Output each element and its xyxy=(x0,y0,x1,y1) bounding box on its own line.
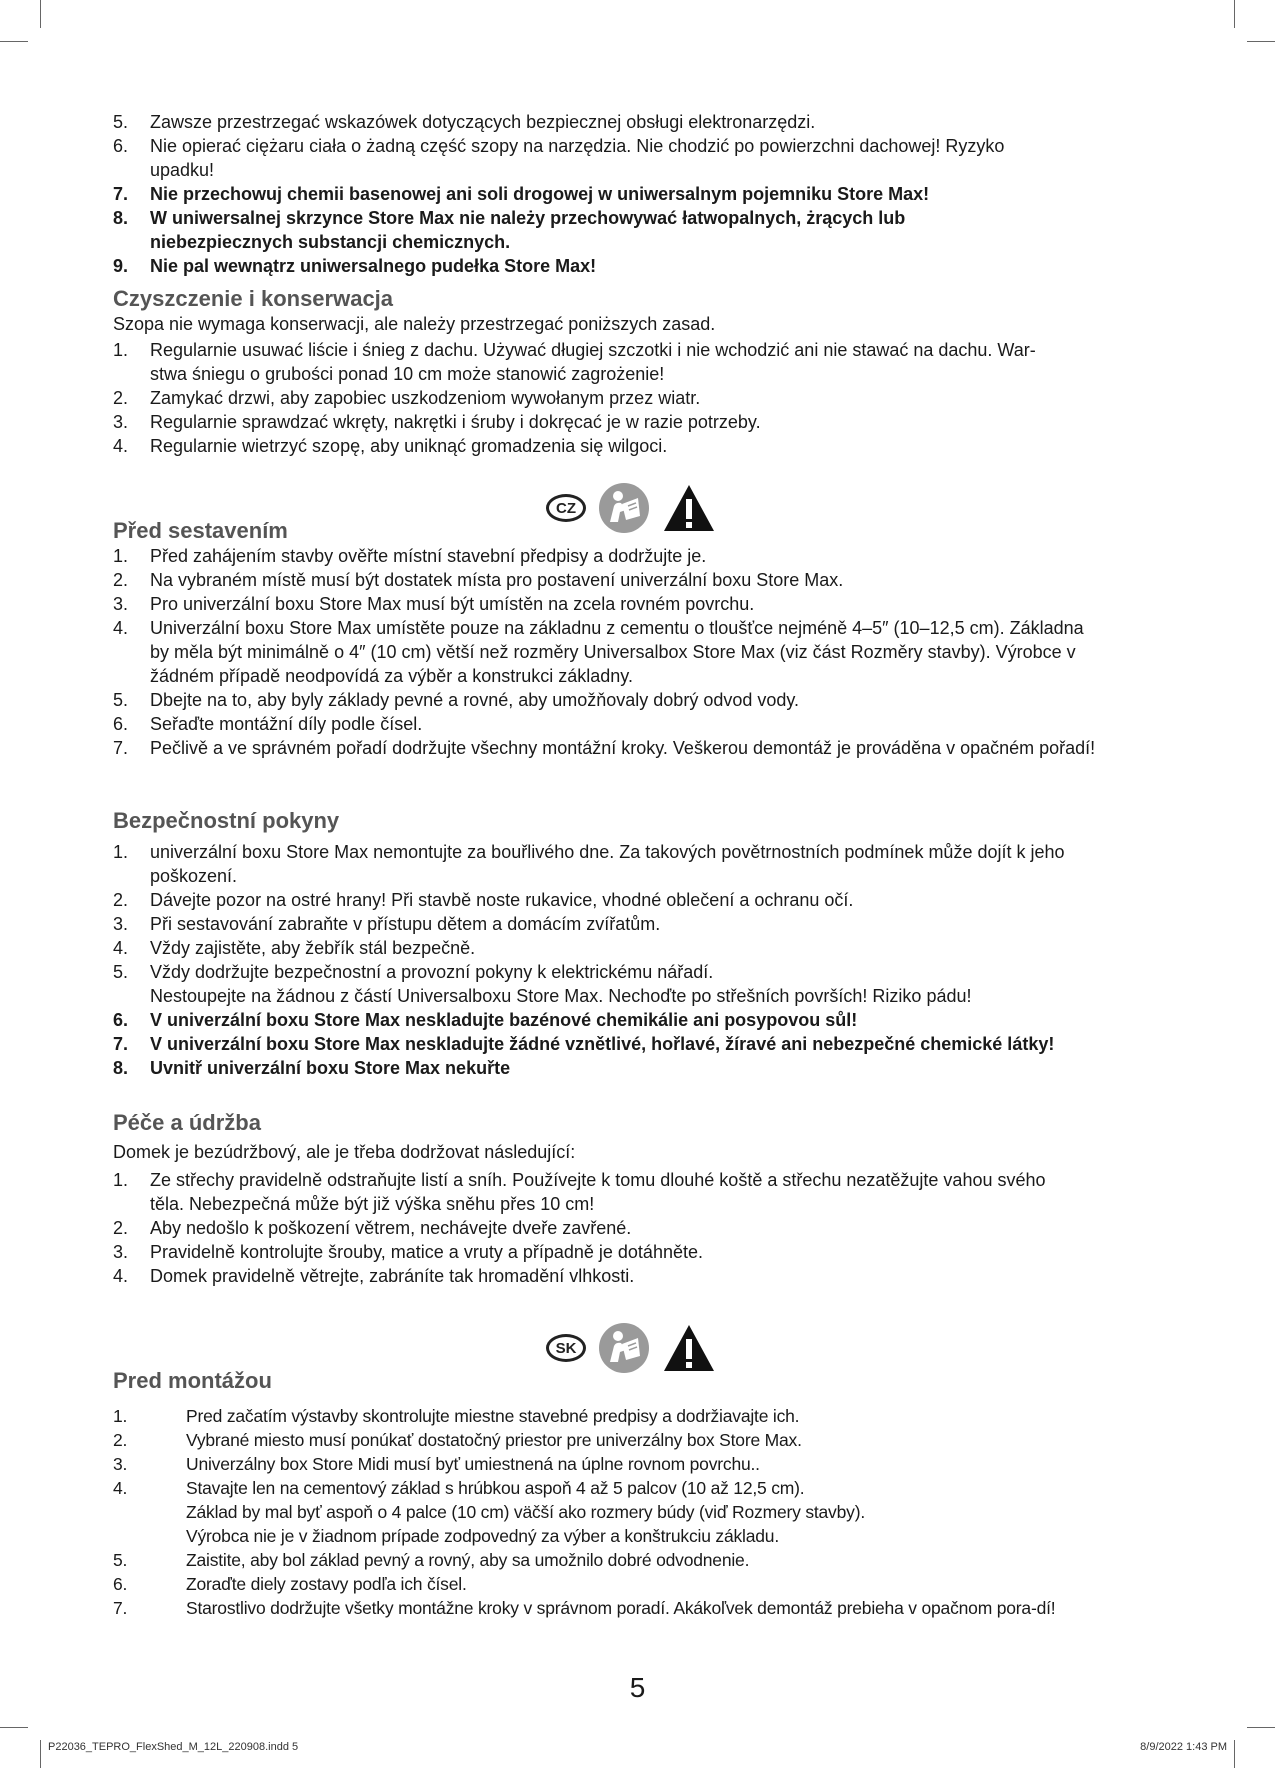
item-number: 2. xyxy=(113,388,129,408)
list-item xyxy=(113,1500,1173,1524)
cz-assembly-list xyxy=(113,544,1173,760)
pl-safety-list xyxy=(113,110,1173,278)
crop-mark xyxy=(1247,1727,1275,1728)
item-text: Při sestavování zabraňte v přístupu dětem a domácím zvířatům. xyxy=(150,914,661,934)
item-text: Uvnitř univerzální boxu Store Max nekuřte xyxy=(150,1058,511,1078)
item-text: Univerzální boxu Store Max umístěte pouze na základnu z cementu o tloušťce nejméně 4–5″ (10–12,5 cm). Základna xyxy=(150,618,1084,638)
item-text: Zoraďte diely zostavy podľa ich čísel. xyxy=(186,1574,467,1594)
list-item xyxy=(113,1452,1173,1476)
item-text: Nestoupejte na žádnou z částí Universalboxu Store Max. Nechoďte po střešních površích! Riziko pádu! xyxy=(150,986,972,1006)
cz-care-list xyxy=(113,1168,1173,1288)
item-text: Nie pal wewnątrz uniwersalnego pudełka Store Max! xyxy=(150,256,597,276)
section-title: Czyszczenie i konserwacja xyxy=(113,286,394,311)
crop-mark xyxy=(0,41,28,42)
item-text: Pro univerzální boxu Store Max musí být umístěn na zcela rovném povrchu. xyxy=(150,594,755,614)
list-item xyxy=(113,960,1173,984)
language-badge-cz: CZ xyxy=(546,494,586,522)
item-text: poškození. xyxy=(150,866,238,886)
section-title: Bezpečnostní pokyny xyxy=(113,808,340,833)
item-number: 1. xyxy=(113,340,129,360)
item-text: Vždy dodržujte bezpečnostní a provozní pokyny k elektrickému nářadí. xyxy=(150,962,714,982)
item-text: Pravidelně kontrolujte šrouby, matice a vruty a případně je dotáhněte. xyxy=(150,1242,703,1262)
item-text: Seřaďte montážní díly podle čísel. xyxy=(150,714,423,734)
item-number: 1. xyxy=(113,842,129,862)
item-text: V univerzální boxu Store Max neskladujte bazénové chemikálie ani posypovou sůl! xyxy=(150,1010,858,1030)
footer-filename: P22036_TEPRO_FlexShed_M_12L_220908.indd 5 xyxy=(48,1741,299,1753)
item-text: Ze střechy pravidelně odstraňujte listí a sníh. Používejte k tomu dlouhé koště a střechu nezatěžujte vahou svého xyxy=(150,1170,1046,1190)
item-text: těla. Nebezpečná může být již výška sněhu přes 10 cm! xyxy=(150,1194,595,1214)
item-number: 4. xyxy=(113,618,129,638)
list-item xyxy=(113,1476,1173,1500)
list-item xyxy=(113,1548,1173,1572)
list-item xyxy=(113,936,1173,960)
item-number: 3. xyxy=(113,594,129,614)
list-item xyxy=(113,864,1173,888)
list-item xyxy=(113,1056,1173,1080)
item-text: univerzální boxu Store Max nemontujte za bouřlivého dne. Za takových povětrnostních podmínek může dojít k jeho xyxy=(150,842,1065,862)
list-item xyxy=(113,434,1173,458)
item-number: 3. xyxy=(113,1454,128,1474)
item-number: 6. xyxy=(113,1574,128,1594)
section-intro: Szopa nie wymaga konserwacji, ale należy przestrzegać poniższych zasad. xyxy=(113,314,716,334)
item-number: 1. xyxy=(113,546,129,566)
item-text: Před zahájením stavby ověřte místní stavební předpisy a dodržujte je. xyxy=(150,546,707,566)
item-text: niebezpiecznych substancji chemicznych. xyxy=(150,232,511,252)
warning-icon xyxy=(662,1323,716,1373)
item-number: 5. xyxy=(113,690,129,710)
section-title: Pred montážou xyxy=(113,1368,272,1393)
item-number: 7. xyxy=(113,738,129,758)
item-number: 3. xyxy=(113,1242,129,1262)
list-item xyxy=(113,110,1173,134)
list-item xyxy=(113,1404,1173,1428)
list-item xyxy=(113,840,1173,864)
item-number: 6. xyxy=(113,136,129,156)
item-number: 2. xyxy=(113,1430,128,1450)
list-item xyxy=(113,206,1173,230)
list-item xyxy=(113,1008,1173,1032)
item-number: 5. xyxy=(113,112,129,132)
list-item xyxy=(113,1216,1173,1240)
item-number: 1. xyxy=(113,1170,129,1190)
pl-cleaning-section xyxy=(113,286,1173,458)
item-number: 5. xyxy=(113,962,129,982)
language-badge-sk: SK xyxy=(546,1334,586,1362)
item-text: Domek pravidelně větrejte, zabráníte tak hromadění vlhkosti. xyxy=(150,1266,635,1286)
list-item xyxy=(113,158,1173,182)
item-number: 7. xyxy=(113,184,129,204)
page-number: 5 xyxy=(629,1672,646,1703)
pl-cleaning-list xyxy=(113,338,1173,458)
crop-mark xyxy=(0,1727,28,1728)
item-number: 3. xyxy=(113,914,129,934)
item-number: 6. xyxy=(113,1010,129,1030)
cz-assembly-section xyxy=(113,518,1173,760)
list-item xyxy=(113,1240,1173,1264)
list-item xyxy=(113,386,1173,410)
item-text: Zawsze przestrzegać wskazówek dotyczących bezpiecznej obsługi elektronarzędzi. xyxy=(150,112,816,132)
item-number: 8. xyxy=(113,208,129,228)
cz-care-section xyxy=(113,1110,1173,1288)
list-item xyxy=(113,254,1173,278)
list-item xyxy=(113,182,1173,206)
list-item xyxy=(113,592,1173,616)
list-item xyxy=(113,230,1173,254)
section-intro: Domek je bezúdržbový, ale je třeba dodržovat následující: xyxy=(113,1142,576,1162)
read-manual-icon xyxy=(598,1322,650,1374)
list-item xyxy=(113,568,1173,592)
list-item xyxy=(113,640,1173,664)
list-item xyxy=(113,1572,1173,1596)
item-number: 7. xyxy=(113,1034,129,1054)
list-item xyxy=(113,544,1173,568)
item-text: Stavajte len na cementový základ s hrúbkou aspoň 4 až 5 palcov (10 až 12,5 cm). xyxy=(186,1478,805,1498)
section-title: Před sestavením xyxy=(113,518,288,543)
item-text: Výrobca nie je v žiadnom prípade zodpovedný za výber a konštrukciu základu. xyxy=(186,1526,779,1546)
list-item xyxy=(113,1168,1173,1192)
list-item xyxy=(113,1428,1173,1452)
list-item xyxy=(113,984,1173,1008)
item-number: 5. xyxy=(113,1550,128,1570)
item-text: Dbejte na to, aby byly základy pevné a rovné, aby umožňovaly dobrý odvod vody. xyxy=(150,690,800,710)
item-text: Vybrané miesto musí ponúkať dostatočný priestor pre univerzálny box Store Max. xyxy=(186,1430,802,1450)
item-text: Starostlivo dodržujte všetky montážne kroky v správnom poradí. Akákoľvek demontáž prebieha v opačnom pora-dí! xyxy=(186,1598,1056,1618)
item-text: Aby nedošlo k poškození větrem, nechávejte dveře zavřené. xyxy=(150,1218,632,1238)
item-text: Dávejte pozor na ostré hrany! Při stavbě noste rukavice, vhodné oblečení a ochranu očí. xyxy=(150,890,854,910)
crop-mark xyxy=(1234,1740,1235,1768)
item-number: 2. xyxy=(113,570,129,590)
list-item xyxy=(113,912,1173,936)
item-text: by měla být minimálně o 4″ (10 cm) větší než rozměry Universalbox Store Max (viz část Rozměry stavby). Výrobce v xyxy=(150,642,1076,662)
item-text: Regularnie wietrzyć szopę, aby uniknąć gromadzenia się wilgoci. xyxy=(150,436,668,456)
item-text: Pred začatím výstavby skontrolujte miestne stavebné predpisy a dodržiavajte ich. xyxy=(186,1406,800,1426)
item-text: stwa śniegu o grubości ponad 10 cm może stanowić zagrożenie! xyxy=(150,364,665,384)
list-item xyxy=(113,134,1173,158)
item-number: 1. xyxy=(113,1406,128,1426)
list-item xyxy=(113,338,1173,362)
list-item xyxy=(113,616,1173,640)
list-item xyxy=(113,1524,1173,1548)
item-text: Pečlivě a ve správném pořadí dodržujte všechny montážní kroky. Veškerou demontáž je prováděna v opačném pořadí! xyxy=(150,738,1096,758)
list-item xyxy=(113,736,1173,760)
item-number: 4. xyxy=(113,1478,128,1498)
item-text: Na vybraném místě musí být dostatek místa pro postavení univerzální boxu Store Max. xyxy=(150,570,844,590)
item-text: Nie opierać ciężaru ciała o żadną część szopy na narzędzia. Nie chodzić po powierzchni dachowej! Ryzyko xyxy=(150,136,1005,156)
sk-assembly-list xyxy=(113,1404,1173,1620)
list-item xyxy=(113,1596,1173,1620)
item-text: W uniwersalnej skrzynce Store Max nie należy przechowywać łatwopalnych, żrących lub xyxy=(150,208,906,228)
item-number: 8. xyxy=(113,1058,129,1078)
section-title: Péče a údržba xyxy=(113,1110,261,1135)
crop-mark xyxy=(40,0,41,28)
item-text: žádném případě neodpovídá za výběr a konstrukci základny. xyxy=(150,666,633,686)
list-item xyxy=(113,1032,1173,1056)
item-number: 2. xyxy=(113,1218,129,1238)
pl-safety-section xyxy=(113,110,1173,278)
list-item xyxy=(113,362,1173,386)
list-item xyxy=(113,712,1173,736)
list-item xyxy=(113,410,1173,434)
list-item xyxy=(113,1192,1173,1216)
crop-mark xyxy=(1247,41,1275,42)
item-text: Vždy zajistěte, aby žebřík stál bezpečně. xyxy=(150,938,476,958)
item-text: Zamykać drzwi, aby zapobiec uszkodzeniom wywołanym przez wiatr. xyxy=(150,388,701,408)
list-item xyxy=(113,888,1173,912)
item-text: V univerzální boxu Store Max neskladujte žádné vznětlivé, hořlavé, žíravé ani nebezpečné chemické látky! xyxy=(150,1034,1055,1054)
crop-mark xyxy=(1234,0,1235,28)
item-number: 7. xyxy=(113,1598,128,1618)
list-item xyxy=(113,664,1173,688)
item-text: Univerzálny box Store Midi musí byť umiestnená na úplne rovnom povrchu.. xyxy=(186,1454,760,1474)
item-number: 4. xyxy=(113,436,129,456)
item-text: Nie przechowuj chemii basenowej ani soli drogowej w uniwersalnym pojemniku Store Max! xyxy=(150,184,930,204)
item-text: Zaistite, aby bol základ pevný a rovný, aby sa umožnilo dobré odvodnenie. xyxy=(186,1550,750,1570)
item-number: 6. xyxy=(113,714,129,734)
item-text: Základ by mal byť aspoň o 4 palce (10 cm) väčší ako rozmery búdy (viď Rozmery stavby). xyxy=(186,1502,865,1522)
sk-assembly-section xyxy=(113,1368,1173,1620)
sk-icon-row xyxy=(546,1322,716,1374)
item-number: 9. xyxy=(113,256,129,276)
item-number: 2. xyxy=(113,890,129,910)
crop-mark xyxy=(40,1740,41,1768)
footer-date: 8/9/2022 1:43 PM xyxy=(1140,1741,1227,1753)
item-text: Regularnie sprawdzać wkręty, nakrętki i śruby i dokręcać je w razie potrzeby. xyxy=(150,412,761,432)
item-number: 4. xyxy=(113,1266,129,1286)
item-text: Regularnie usuwać liście i śnieg z dachu. Używać długiej szczotki i nie wchodzić ani nie stawać na dachu. War- xyxy=(150,340,1036,360)
item-number: 3. xyxy=(113,412,129,432)
list-item xyxy=(113,1264,1173,1288)
item-number: 4. xyxy=(113,938,129,958)
cz-safety-section xyxy=(113,808,1173,1080)
list-item xyxy=(113,688,1173,712)
cz-safety-list xyxy=(113,840,1173,1080)
item-text: upadku! xyxy=(150,160,215,180)
